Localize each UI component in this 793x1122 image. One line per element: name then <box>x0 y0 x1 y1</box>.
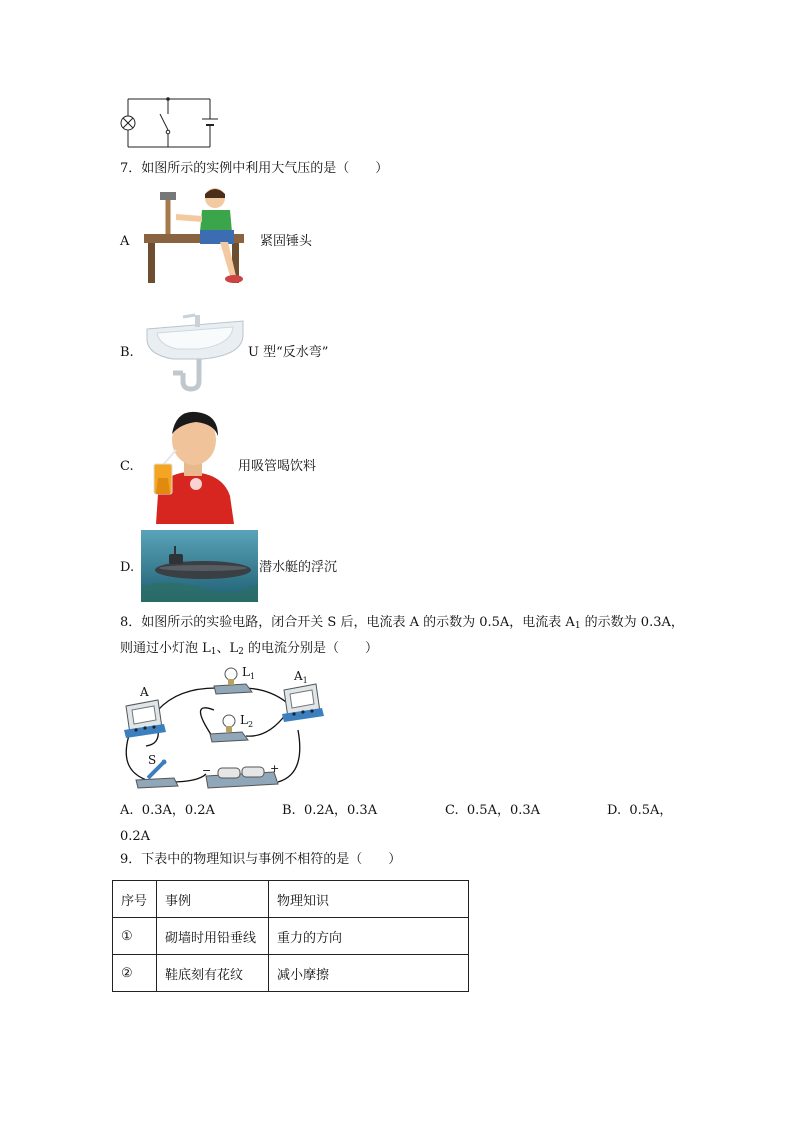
table-cell: 减小摩擦 <box>269 955 469 992</box>
label-battery-minus: − <box>202 764 212 777</box>
q8-stem-line1-sub: 1 <box>574 621 581 631</box>
label-lamp-l1 <box>242 665 255 681</box>
q8-stem-line2-b: 、L <box>216 641 239 656</box>
table-cell: ① <box>113 918 157 955</box>
q7-option-c-letter: C. <box>120 459 134 474</box>
label-ammeter-a1-main: A <box>294 669 303 683</box>
q7-option-a-letter: A <box>120 234 130 249</box>
switch-s <box>136 760 178 789</box>
q8-option-b-text: 0.2A，0.3A <box>303 803 378 818</box>
q8-option-b <box>282 802 377 820</box>
q8-option-d <box>607 802 672 820</box>
q8-stem-line1-text: 8．如图所示的实验电路，闭合开关 S 后，电流表 A 的示数为 0.5A，电流表 A <box>120 615 575 630</box>
question-7-stem: 7．如图所示的实例中利用大气压的是（ ） <box>120 161 389 176</box>
label-switch-s: S <box>148 753 157 767</box>
q7-option-d-letter: D. <box>120 560 135 575</box>
q8-stem-line2-c: 的电流分别是（ ） <box>243 641 379 656</box>
label-lamp-l2-main: L <box>240 713 248 727</box>
experiment-circuit-diagram <box>118 664 330 794</box>
table-cell: 重力的方向 <box>269 918 469 955</box>
boy-drinking-straw-image <box>148 408 234 524</box>
battery-holder <box>206 767 278 788</box>
q9-table <box>112 880 469 992</box>
q8-option-d-text: 0.5A， <box>629 803 673 818</box>
q8-option-b-letter: B. <box>282 803 296 818</box>
top-circuit-diagram <box>112 92 222 154</box>
q8-stem-line2-sub2: 2 <box>238 647 244 657</box>
submarine-image <box>141 530 258 602</box>
table-header-cell: 事例 <box>157 881 269 918</box>
label-lamp-l1-sub: 1 <box>249 672 256 681</box>
label-lamp-l2 <box>240 713 253 729</box>
label-ammeter-a1 <box>293 669 308 685</box>
q7-option-b-text: U 型“反水弯” <box>248 345 329 360</box>
q8-option-a-text: 0.3A，0.2A <box>141 803 215 818</box>
table-cell: 砌墙时用铅垂线 <box>157 918 269 955</box>
q7-option-a-text: 紧固锤头 <box>260 234 313 249</box>
table-row <box>113 955 469 992</box>
table-cell: 鞋底刻有花纹 <box>157 955 269 992</box>
question-9-stem: 9．下表中的物理知识与事例不相符的是（ ） <box>120 852 402 867</box>
q7-option-b-letter: B. <box>120 345 134 360</box>
q8-option-c-text: 0.5A，0.3A <box>466 803 541 818</box>
q8-option-d-letter: D. <box>607 803 622 818</box>
question-8-stem-line1 <box>120 614 684 632</box>
table-header-cell: 序号 <box>113 881 157 918</box>
table-row <box>113 918 469 955</box>
table-header-cell: 物理知识 <box>269 881 469 918</box>
label-lamp-l1-main: L <box>242 665 250 679</box>
q8-stem-line2-a: 则通过小灯泡 L <box>120 641 211 656</box>
table-header-row <box>113 881 469 918</box>
q7-option-c-text: 用吸管喝饮料 <box>238 459 317 474</box>
q8-option-d-wrap: 0.2A <box>120 829 151 844</box>
q8-option-c-letter: C. <box>445 803 459 818</box>
table-cell: ② <box>113 955 157 992</box>
ammeter-a1 <box>282 684 324 722</box>
q8-option-c <box>445 802 540 820</box>
label-ammeter-a1-sub: 1 <box>302 676 308 685</box>
hammer-bench-image <box>140 186 258 288</box>
q8-option-a-letter: A. <box>120 803 134 818</box>
q7-option-d-text: 潜水艇的浮沉 <box>259 560 338 575</box>
q8-stem-line1-end: 的示数为 0.3A， <box>580 615 684 630</box>
ammeter-a <box>124 700 166 738</box>
sink-u-bend-image <box>143 311 247 393</box>
label-lamp-l2-sub: 2 <box>247 720 254 729</box>
label-ammeter-a: A <box>140 685 149 699</box>
q8-option-a <box>120 802 215 820</box>
q8-stem-line2-sub1: 1 <box>210 647 217 657</box>
label-battery-plus: + <box>270 762 280 775</box>
question-8-stem-line2 <box>120 640 378 658</box>
